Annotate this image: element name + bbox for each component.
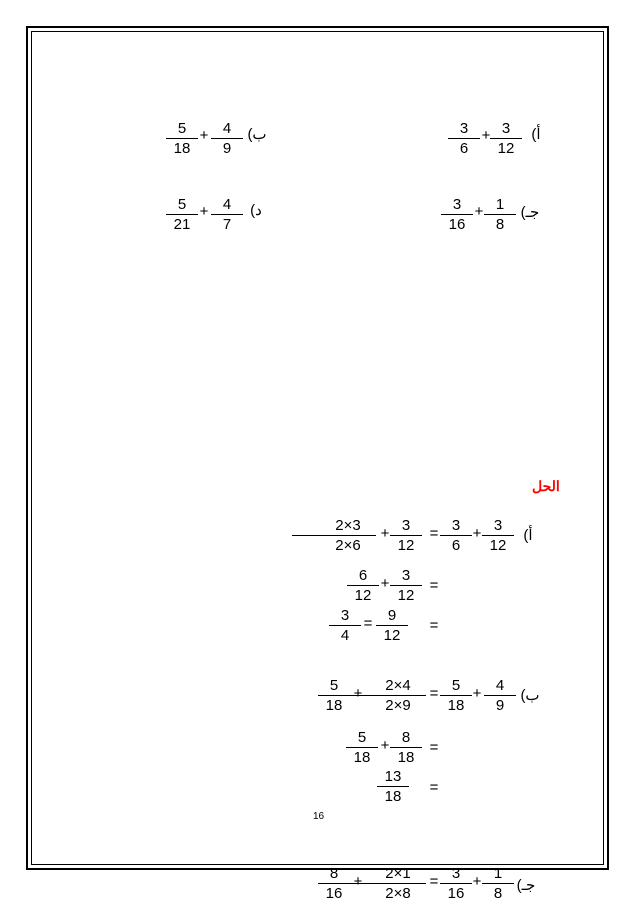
solution-label: جـ): [516, 877, 536, 894]
equals-sign: =: [429, 873, 439, 890]
fraction: 3 6: [442, 121, 486, 157]
page-number: 16: [313, 811, 325, 822]
fraction: 5 18: [434, 678, 478, 714]
fraction: 4 7: [205, 197, 249, 233]
plus-sign: +: [380, 525, 390, 542]
solution-label: ب): [520, 687, 540, 704]
equals-sign: =: [363, 615, 373, 632]
plus-sign: +: [199, 127, 209, 144]
fraction: 4 9: [205, 121, 249, 157]
plus-sign: +: [199, 203, 209, 220]
equals-sign: =: [429, 739, 439, 756]
exercise-label: د): [250, 202, 262, 219]
solution-title: الحل: [532, 478, 560, 494]
fraction: 3 16: [434, 866, 478, 902]
fraction: 8 16: [312, 866, 356, 902]
fraction: 5 18: [312, 678, 356, 714]
fraction: 13 18: [371, 769, 415, 805]
equals-sign: =: [429, 779, 439, 796]
equals-sign: =: [429, 617, 439, 634]
fraction: 1 8: [478, 197, 522, 233]
fraction: 6 12: [341, 568, 385, 604]
plus-sign: +: [380, 575, 390, 592]
exercise-label: أ): [531, 126, 541, 143]
plus-sign: +: [481, 127, 491, 144]
equals-sign: =: [429, 525, 439, 542]
plus-sign: +: [472, 873, 482, 890]
fraction: 2×1 2×8: [366, 866, 430, 902]
fraction: 3 12: [384, 518, 428, 554]
exercise-label: ب): [247, 126, 267, 143]
fraction: 1 8: [476, 866, 520, 902]
exercise-label: جـ): [520, 204, 540, 221]
fraction: 3 6: [434, 518, 478, 554]
fraction: 8 18: [384, 730, 428, 766]
equals-sign: =: [429, 577, 439, 594]
fraction: 3 12: [484, 121, 528, 157]
fraction: 5 18: [160, 121, 204, 157]
fraction: 3 12: [384, 568, 428, 604]
plus-sign: +: [472, 685, 482, 702]
fraction: 4 9: [478, 678, 522, 714]
fraction: 3 12: [476, 518, 520, 554]
plus-sign: +: [380, 737, 390, 754]
fraction: 3 16: [435, 197, 479, 233]
solution-label: أ): [523, 527, 533, 544]
fraction: 2×4 2×9: [366, 678, 430, 714]
fraction: 5 21: [160, 197, 204, 233]
fraction: 2×3 2×6: [316, 518, 380, 554]
fraction: 3 4: [323, 608, 367, 644]
plus-sign: +: [353, 873, 363, 890]
plus-sign: +: [353, 685, 363, 702]
plus-sign: +: [472, 525, 482, 542]
fraction: 5 18: [340, 730, 384, 766]
equals-sign: =: [429, 685, 439, 702]
plus-sign: +: [474, 203, 484, 220]
fraction: 9 12: [370, 608, 414, 644]
